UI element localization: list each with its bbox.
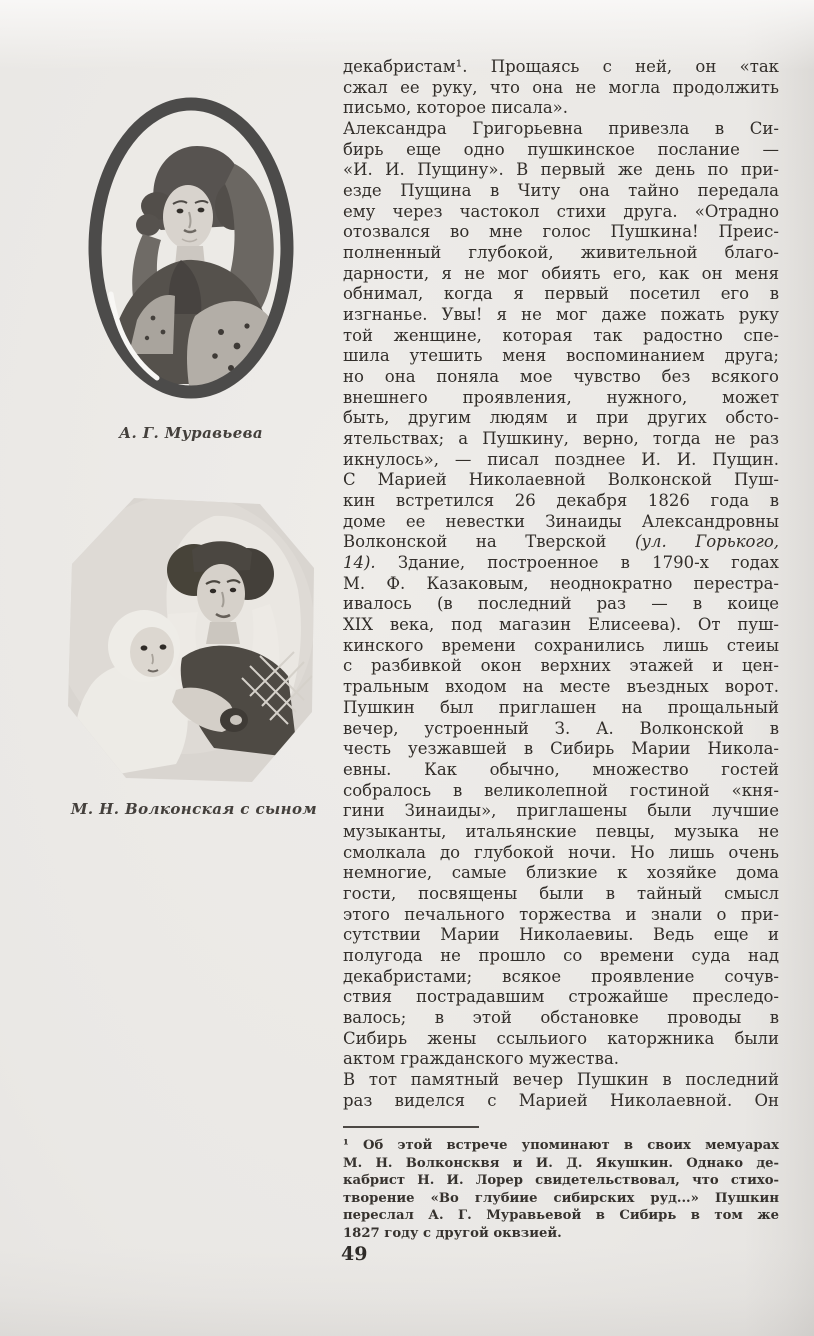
text-line: «И. И. Пущину». В первый же день по при- xyxy=(343,160,779,180)
text-line: Александра Григорьевна привезла в Си- xyxy=(343,119,779,139)
text-line: обнимал, когда я первый посетил его в xyxy=(343,284,779,304)
text-line: декабристам¹. Прощаясь с ней, он «так xyxy=(343,57,779,76)
text-line: письмо, которое писала». xyxy=(343,98,569,118)
text-line: музыканты, итальянские певцы, музыка не xyxy=(343,821,779,841)
text-line: собралось в великолепной гостиной «кня- xyxy=(343,780,779,800)
text-line: кинского времени сохранились лишь стеиы xyxy=(343,635,779,655)
text-line: езде Пущина в Читу она тайно передала xyxy=(343,181,779,201)
text-line: бирь еще одно пушкинское послание — xyxy=(343,139,779,159)
text-line: XIX века, под магазин Елисеева). От пуш- xyxy=(343,615,779,635)
text-line: творение «Во глубиие сибирских руд...» Пушкин xyxy=(343,1190,779,1206)
text-line: ¹ Об этой встрече упоминают в своих мемуарах xyxy=(343,1138,779,1153)
text-line: честь уезжавшей в Сибирь Марии Никола- xyxy=(343,739,779,759)
portrait-volkonskaya-image xyxy=(64,494,316,786)
page-number: 49 xyxy=(341,1243,368,1265)
text-line: доме ее невестки Зинаиды Александровны xyxy=(343,511,779,531)
text-line: актом гражданского мужества. xyxy=(343,1049,620,1069)
text-line: В тот памятный вечер Пушкин в последний xyxy=(343,1069,779,1089)
text-line: тральным входом на месте въездных ворот. xyxy=(343,677,779,697)
text-line: ствия пострадавшим строжайше преследо- xyxy=(343,987,779,1007)
portrait-muravyova-image xyxy=(85,94,297,406)
text-line: этого печального торжества и знали о при- xyxy=(343,904,779,924)
text-line: полугода не прошло со времени суда над xyxy=(343,945,779,965)
text-line: икнулось», — писал позднее И. И. Пущин. xyxy=(343,449,779,469)
figure-caption-muravyova: А. Г. Муравьева xyxy=(118,424,264,442)
figure-caption-volkonskaya: М. Н. Волконская с сыном xyxy=(70,800,318,818)
text-line: немногие, самые близкие к хозяйке дома xyxy=(343,863,779,883)
text-line: но она поняла мое чувство без всякого xyxy=(343,367,779,387)
footnote-text xyxy=(343,1137,779,1242)
text-line: евны. Как обычно, множество гостей xyxy=(343,759,779,779)
text-line: кин встретился 26 декабря 1826 года в xyxy=(343,491,779,511)
text-line: полненный глубокой, живительной благо- xyxy=(343,243,779,263)
main-text xyxy=(343,57,779,1111)
text-line: 14). Здание, построенное в 1790-х годах xyxy=(343,553,779,573)
text-line: с разбивкой окон верхних этажей и цен- xyxy=(343,656,779,676)
text-line: смолкала до глубокой ночи. Но лишь очень xyxy=(343,842,779,862)
footnote-rule xyxy=(343,1126,479,1128)
text-line: гини Зинаиды», приглашены были лучшие xyxy=(343,801,779,821)
text-line: 1827 году с другой оквзией. xyxy=(343,1225,562,1241)
text-line: отозвался во мне голос Пушкина! Преис- xyxy=(343,222,779,242)
text-line: переслал А. Г. Муравьевой в Сибирь в том же xyxy=(343,1208,779,1223)
text-line: вечер, устроенный З. А. Волконской в xyxy=(343,718,779,738)
text-line: ятельствах; а Пушкину, верно, тогда не раз xyxy=(343,429,779,449)
text-line: М. Н. Волконсквя и И. Д. Якушкин. Однако де- xyxy=(343,1155,779,1171)
text-line: раз виделся с Марией Николаевной. Он xyxy=(343,1090,779,1110)
text-line: валось; в этой обстановке проводы в xyxy=(343,1007,779,1027)
text-line: Пушкин был приглашен на прощальный xyxy=(343,697,779,717)
text-line: М. Ф. Казаковым, неоднократно перестра- xyxy=(343,573,779,593)
text-line: декабристами; всякое проявление сочув- xyxy=(343,966,779,986)
text-line: внешнего проявления, нужного, может xyxy=(343,387,779,407)
text-line: шила утешить меня воспоминанием друга; xyxy=(343,346,779,366)
text-line: сутствии Марии Николаевиы. Ведь еще и xyxy=(343,925,779,945)
text-line: быть, другим людям и при других обсто- xyxy=(343,408,779,428)
text-line: сжал ее руку, что она не могла продолжить xyxy=(343,77,779,97)
text-line: С Марией Николаевной Волконской Пуш- xyxy=(343,470,779,490)
text-line: Сибирь жены ссыльиого каторжника были xyxy=(343,1028,779,1048)
text-line: Волконской на Тверской (ул. Горького, xyxy=(343,532,779,552)
text-line: ему через частокол стихи друга. «Отрадно xyxy=(343,201,779,221)
text-line: изгнанье. Увы! я не мог даже пожать руку xyxy=(343,305,779,325)
text-line: гости, посвящены были в тайный смысл xyxy=(343,883,779,903)
text-line: ивалось (в последний раз — в коице xyxy=(343,594,779,614)
text-line: кабрист Н. И. Лорер свидетельствовал, что стихо- xyxy=(343,1173,779,1188)
text-line: дарности, я не мог обиять его, как он меня xyxy=(343,263,779,283)
text-line: той женщине, которая так радостно спе- xyxy=(343,325,779,345)
